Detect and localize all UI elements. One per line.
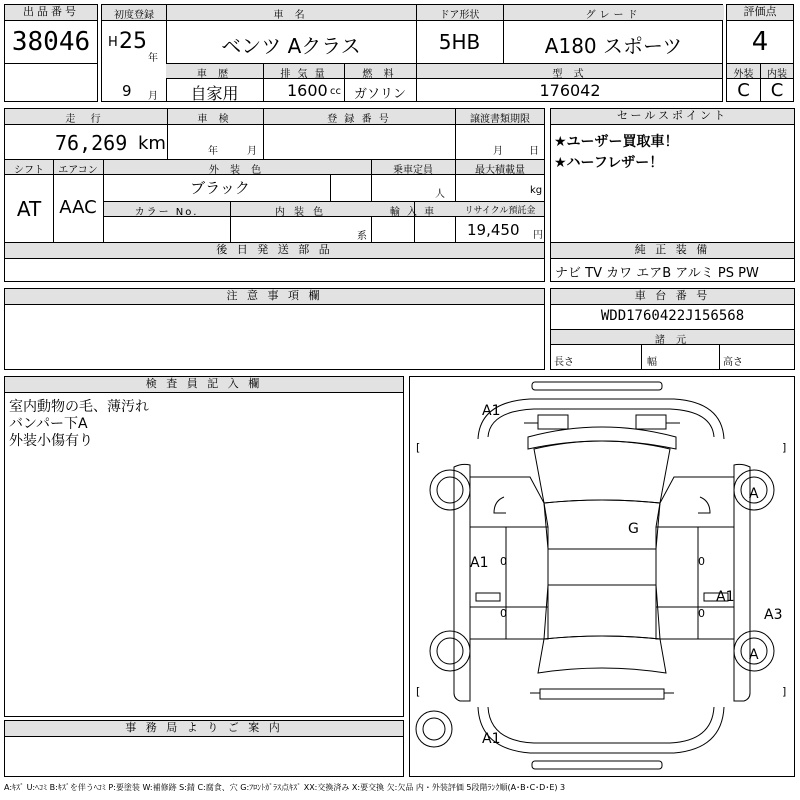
- model-label: 型 式: [552, 69, 588, 80]
- recycle-unit: 円: [533, 230, 543, 241]
- score: 4: [751, 27, 769, 57]
- lot-box: [4, 4, 98, 102]
- bracket-left-top: [: [416, 441, 421, 454]
- capacity-unit: 人: [435, 189, 445, 200]
- exterior-color: ブラック: [190, 179, 250, 197]
- mark-rear-wheel: A: [749, 647, 759, 663]
- displacement-label: 排 気 量: [280, 69, 327, 80]
- int-grade: C: [770, 80, 784, 101]
- lot-label: 出品番号: [5, 5, 97, 21]
- car-name-label: 車 名: [273, 10, 309, 21]
- inspector-line-3: 外装小傷有り: [9, 433, 93, 449]
- postparts-label: 後 日 発 送 部 品: [5, 243, 544, 259]
- mark-left-door-0: 0: [500, 555, 507, 568]
- transfer-day-unit: 日: [529, 146, 539, 157]
- transfer-label: 譲渡書類期限: [470, 114, 530, 125]
- regno-label: 登 録 番 号: [327, 114, 391, 125]
- month-unit: 月: [148, 91, 158, 102]
- era: H: [108, 35, 118, 50]
- insp-month-unit: 月: [247, 146, 257, 157]
- capacity-label: 乗車定員: [393, 165, 433, 176]
- legend: A:ｷｽﾞ U:ﾍｺﾐ B:ｷｽﾞを伴うﾍｺﾐ P:要塗装 W:補修跡 S:錆 C:腐食、穴 G:ﾌﾛﾝﾄｶﾞﾗｽ点ｷｽﾞ XX:交換済み X:要交換 欠:欠品 内・外装評価 5段階ﾗﾝｸ順(A･B･C･D･E) 3: [4, 783, 566, 792]
- displacement: 1600: [287, 81, 328, 100]
- equipment-items: ナビ TV カワ エアB アルミ PS PW: [555, 266, 759, 281]
- chassis-number: WDD1760422J156568: [600, 308, 745, 324]
- sales-point-box: [550, 108, 795, 243]
- chassis-label: 車 台 番 号: [551, 289, 794, 305]
- sales-point-2: ★ハーフレザー！: [554, 155, 664, 171]
- recycle-amount: 19,450: [467, 221, 520, 239]
- mileage-unit: km: [138, 133, 166, 154]
- transfer-month-unit: 月: [493, 146, 503, 157]
- insp-year-unit: 年: [208, 146, 218, 157]
- aircon: AAC: [59, 197, 97, 218]
- car-name: ベンツ Aクラス: [221, 34, 361, 58]
- mark-right-rear-door: A1: [716, 589, 735, 605]
- history: 自家用: [190, 84, 239, 103]
- bracket-right-top: ]: [782, 441, 787, 454]
- first-reg-label: 初度登録: [114, 10, 154, 21]
- sales-label: セールスポイント: [551, 109, 794, 125]
- post-parts-box: [4, 242, 545, 282]
- sales-point-1: ★ユーザー買取車！: [554, 134, 679, 150]
- fuel: ガソリン: [353, 87, 406, 102]
- mark-right-rear-fender: A3: [764, 607, 783, 623]
- history-label: 車 歴: [196, 69, 233, 80]
- shift-label: シフト: [14, 165, 44, 176]
- height-label: 高さ: [723, 357, 743, 368]
- mileage-label: 走 行: [65, 114, 107, 125]
- fuel-label: 燃 料: [362, 69, 398, 80]
- grade-label: グレード: [585, 10, 642, 21]
- car-diagram-svg: [410, 377, 794, 776]
- dims-label: 諸 元: [654, 335, 691, 346]
- inspector-line-1: 室内動物の毛、薄汚れ: [9, 399, 149, 415]
- ext-grade: C: [737, 80, 750, 101]
- mileage: 76,269: [55, 131, 128, 155]
- ext-label: 外装: [733, 69, 754, 80]
- score-box: [726, 4, 794, 102]
- bracket-right-bottom: ]: [782, 685, 787, 698]
- interior-label: 内 装 色: [274, 207, 327, 218]
- mark-left-rear-0: 0: [500, 607, 507, 620]
- mark-front-wheel: A: [749, 486, 759, 502]
- maxload-label: 最大積載量: [475, 165, 525, 176]
- mark-right-front-0: 0: [698, 555, 705, 568]
- interior-unit: 系: [357, 231, 367, 242]
- vehicle-header: [101, 4, 723, 102]
- colorno-label: カラー No.: [134, 207, 199, 218]
- recycle-label: リサイクル預託金: [464, 206, 536, 216]
- inspector-line-2: バンパー下A: [9, 416, 88, 432]
- inspection-label: 車 検: [197, 114, 233, 125]
- bracket-left-bottom: [: [416, 685, 421, 698]
- mark-right-rear-0: 0: [698, 607, 705, 620]
- inspector-box: [4, 376, 404, 717]
- chassis-box: [550, 288, 795, 370]
- equipment-label: 純 正 装 備: [551, 243, 794, 259]
- year-unit: 年: [148, 53, 158, 64]
- shift: AT: [16, 197, 42, 221]
- door-type: 5HB: [438, 30, 481, 54]
- model: 176042: [539, 81, 601, 100]
- grade: A180 スポーツ: [544, 34, 683, 58]
- door-label: ドア形状: [439, 10, 480, 21]
- import-label: 輸 入 車: [389, 207, 437, 218]
- office-label: 事 務 局 よ り ご 案 内: [5, 721, 403, 737]
- mark-left-front-door: A1: [470, 555, 489, 571]
- equipment-box: [550, 242, 795, 282]
- mark-windshield: G: [628, 521, 639, 537]
- score-label: 評価点: [727, 5, 793, 21]
- maxload-unit: kg: [530, 185, 543, 196]
- lot-number: 38046: [11, 27, 91, 57]
- reg-month: 9: [122, 82, 132, 100]
- inspector-label: 検 査 員 記 入 欄: [5, 377, 403, 393]
- notes-label: 注 意 事 項 欄: [5, 289, 544, 305]
- mark-front: A1: [482, 403, 501, 419]
- aircon-label: エアコン: [58, 165, 98, 176]
- car-diagram: [409, 376, 795, 777]
- detail-box: [4, 108, 545, 243]
- mark-rear: A1: [482, 731, 501, 747]
- displacement-unit: cc: [330, 86, 341, 97]
- notes-box: [4, 288, 545, 370]
- width-label: 幅: [647, 357, 657, 368]
- int-label: 内装: [767, 69, 787, 80]
- reg-year: 25: [119, 29, 147, 54]
- office-box: [4, 720, 404, 777]
- length-label: 長さ: [554, 357, 574, 368]
- color-label: 外 装 色: [208, 165, 266, 176]
